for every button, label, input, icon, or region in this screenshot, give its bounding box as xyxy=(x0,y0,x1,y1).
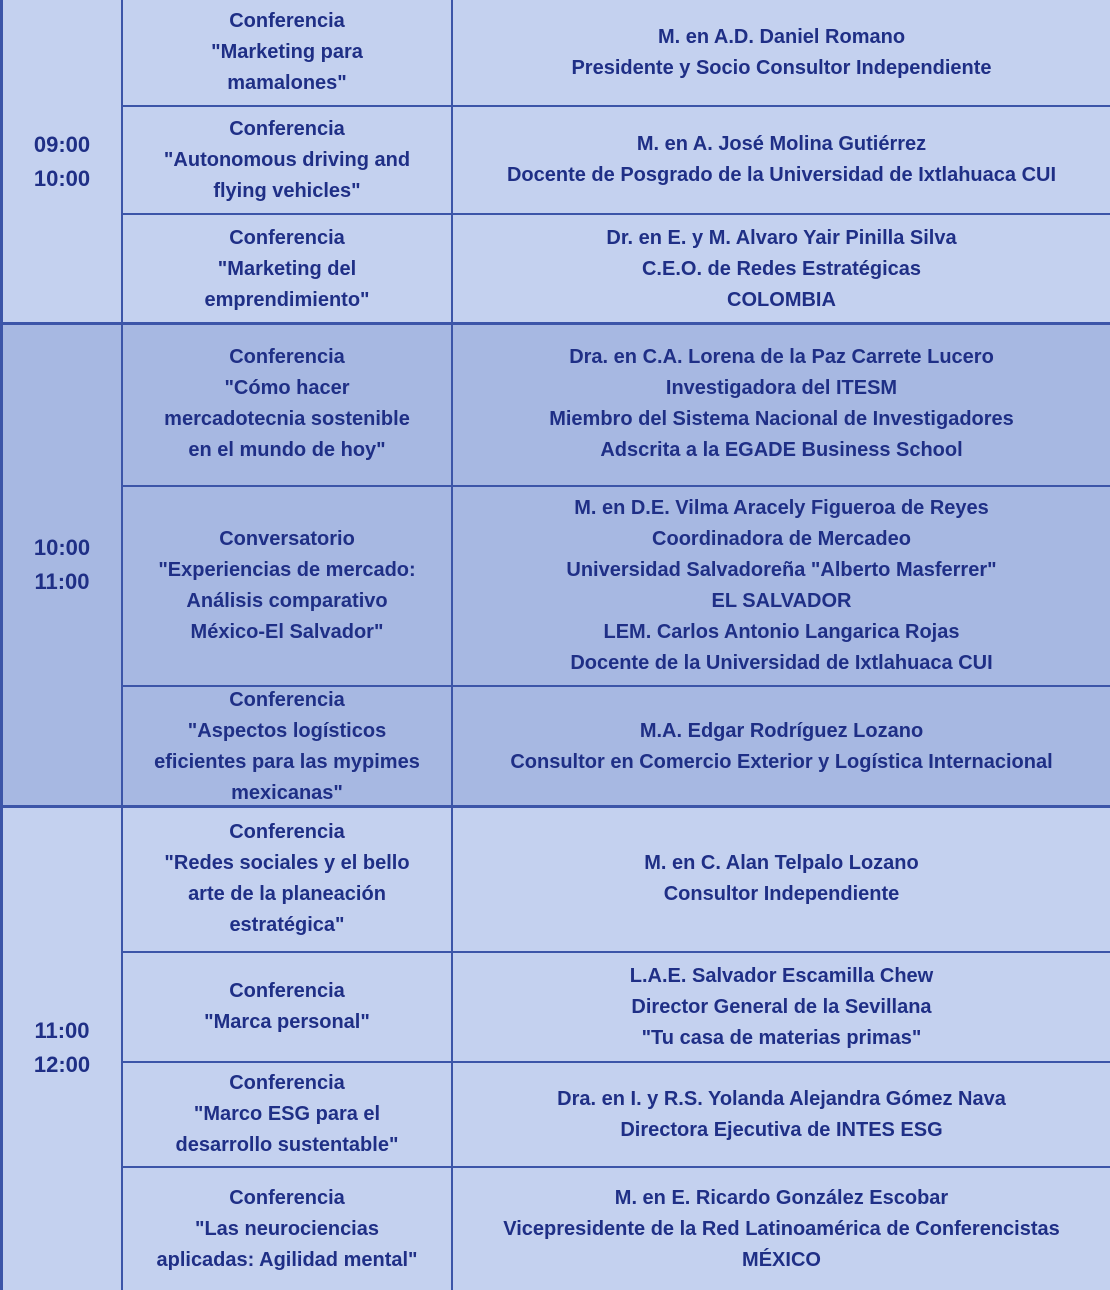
text-line: Miembro del Sistema Nacional de Investigadores xyxy=(549,408,1014,430)
session-speaker xyxy=(453,323,1110,485)
text-line: Conferencia xyxy=(229,346,345,368)
text-line: "Marco ESG para el xyxy=(193,1103,381,1125)
text-line: Conferencia xyxy=(229,117,345,140)
text-line: Conferencia xyxy=(229,226,345,249)
session-title xyxy=(123,487,453,685)
text-line: "Experiencias de mercado: xyxy=(158,559,416,581)
session-row xyxy=(123,1168,1110,1290)
text-line: M.A. Edgar Rodríguez Lozano xyxy=(639,719,924,742)
text-line: desarrollo sustentable" xyxy=(175,1134,399,1156)
time-end: 12:00 xyxy=(33,1052,91,1077)
session-title xyxy=(123,323,453,485)
session-speaker xyxy=(453,0,1110,105)
session-row xyxy=(123,487,1110,687)
text-line: mamalones" xyxy=(227,72,347,94)
block-divider xyxy=(3,805,1110,808)
session-speaker xyxy=(453,487,1110,685)
session-speaker xyxy=(453,806,1110,951)
text-line: Coordinadora de Mercadeo xyxy=(652,528,911,550)
session-title xyxy=(123,687,453,806)
text-line: Dra. en I. y R.S. Yolanda Alejandra Gómez Nava xyxy=(557,1087,1006,1110)
time-block xyxy=(3,0,1110,323)
text-line: flying vehicles" xyxy=(213,179,361,202)
text-line: emprendimiento" xyxy=(204,288,370,311)
text-line: C.E.O. de Redes Estratégicas xyxy=(641,257,921,280)
text-line: "Aspectos logísticos xyxy=(187,719,387,742)
session-row xyxy=(123,0,1110,107)
text-line: Conferencia xyxy=(229,1072,345,1094)
session-title xyxy=(123,107,453,213)
text-line: Docente de Posgrado de la Universidad de Ixtlahuaca CUI xyxy=(506,164,1057,186)
session-row xyxy=(123,323,1110,487)
time-block xyxy=(3,806,1110,1290)
text-line: Conferencia xyxy=(229,1186,345,1209)
session-title xyxy=(123,953,453,1061)
text-line: aplicadas: Agilidad mental" xyxy=(156,1248,418,1271)
text-line: M. en E. Ricardo González Escobar xyxy=(614,1186,949,1209)
text-line: "Autonomous driving and xyxy=(163,148,411,171)
text-line: Conferencia xyxy=(229,980,345,1002)
time-block xyxy=(3,323,1110,806)
text-line: LEM. Carlos Antonio Langarica Rojas xyxy=(603,621,960,643)
text-line: eficientes para las mypimes xyxy=(154,750,420,773)
text-line: Presidente y Socio Consultor Independiente xyxy=(571,56,992,79)
text-line: L.A.E. Salvador Escamilla Chew xyxy=(629,964,934,987)
text-line: Universidad Salvadoreña "Alberto Masferrer" xyxy=(566,559,997,581)
session-row xyxy=(123,215,1110,323)
text-line: "Marca personal" xyxy=(204,1011,370,1033)
session-title xyxy=(123,806,453,951)
text-line: Director General de la Sevillana xyxy=(631,995,932,1018)
text-line: México-El Salvador" xyxy=(190,621,384,643)
text-line: mexicanas" xyxy=(231,781,343,804)
text-line: Vicepresidente de la Red Latinoamérica de Conferencistas xyxy=(503,1217,1060,1240)
session-speaker xyxy=(453,1168,1110,1290)
text-line: estratégica" xyxy=(229,913,345,936)
text-line: M. en D.E. Vilma Aracely Figueroa de Reyes xyxy=(574,497,989,519)
time-slot xyxy=(3,0,123,323)
session-speaker xyxy=(453,215,1110,323)
text-line: Dra. en C.A. Lorena de la Paz Carrete Lucero xyxy=(569,346,994,368)
session-speaker xyxy=(453,687,1110,806)
text-line: en el mundo de hoy" xyxy=(188,439,386,461)
text-line: "Tu casa de materias primas" xyxy=(641,1026,922,1049)
text-line: Conversatorio xyxy=(219,528,355,550)
session-row xyxy=(123,687,1110,806)
text-line: MÉXICO xyxy=(742,1248,821,1271)
text-line: Conferencia xyxy=(229,10,345,32)
text-line: M. en C. Alan Telpalo Lozano xyxy=(644,851,919,874)
session-title xyxy=(123,1168,453,1290)
session-speaker xyxy=(453,1063,1110,1166)
text-line: M. en A. José Molina Gutiérrez xyxy=(636,133,927,155)
session-title xyxy=(123,0,453,105)
session-row xyxy=(123,953,1110,1063)
text-line: Consultor Independiente xyxy=(663,882,900,905)
text-line: Adscrita a la EGADE Business School xyxy=(600,439,963,461)
text-line: EL SALVADOR xyxy=(711,590,852,612)
text-line: "Redes sociales y el bello xyxy=(164,851,410,874)
time-end: 10:00 xyxy=(33,165,91,191)
time-slot xyxy=(3,323,123,806)
session-row xyxy=(123,107,1110,215)
text-line: "Marketing para xyxy=(211,41,363,63)
time-start: 11:00 xyxy=(34,1018,90,1043)
text-line: Consultor en Comercio Exterior y Logística Internacional xyxy=(510,750,1053,773)
text-line: COLOMBIA xyxy=(727,288,836,311)
text-line: Conferencia xyxy=(229,688,345,711)
session-title xyxy=(123,1063,453,1166)
block-divider xyxy=(3,322,1110,325)
text-line: Análisis comparativo xyxy=(186,590,388,612)
session-row xyxy=(123,1063,1110,1168)
text-line: "Cómo hacer xyxy=(224,377,350,399)
text-line: Dr. en E. y M. Alvaro Yair Pinilla Silva xyxy=(606,226,957,249)
time-end: 11:00 xyxy=(34,568,90,594)
text-line: Docente de la Universidad de Ixtlahuaca CUI xyxy=(570,652,993,674)
time-start: 09:00 xyxy=(33,131,91,157)
text-line: "Las neurociencias xyxy=(194,1217,379,1240)
time-slot xyxy=(3,806,123,1290)
text-line: arte de la planeación xyxy=(188,882,386,905)
text-line: "Marketing del xyxy=(217,257,357,280)
text-line: Conferencia xyxy=(229,820,345,843)
time-start: 10:00 xyxy=(33,534,91,560)
session-title xyxy=(123,215,453,323)
session-row xyxy=(123,806,1110,953)
text-line: M. en A.D. Daniel Romano xyxy=(657,25,906,48)
text-line: Investigadora del ITESM xyxy=(665,377,898,399)
text-line: Directora Ejecutiva de INTES ESG xyxy=(620,1118,943,1141)
session-speaker xyxy=(453,953,1110,1061)
session-speaker xyxy=(453,107,1110,213)
text-line: mercadotecnia sostenible xyxy=(164,408,410,430)
